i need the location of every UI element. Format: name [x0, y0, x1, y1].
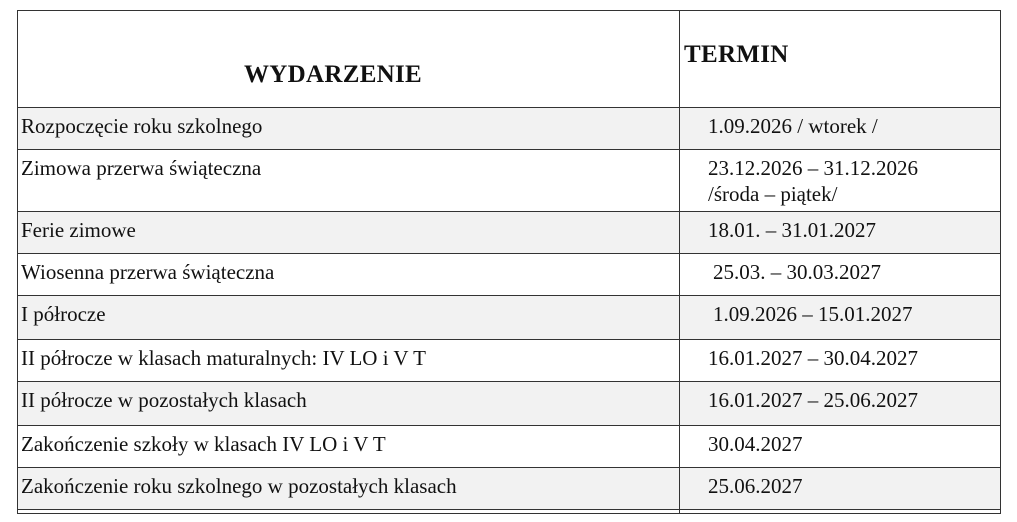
term-cell: [680, 150, 1001, 212]
term-cell: [680, 108, 1001, 150]
header-term-label: TERMIN: [684, 41, 789, 68]
table-row: [18, 254, 1001, 296]
term-cell: [680, 212, 1001, 254]
term-value: 25.03. – 30.03.2027: [713, 260, 881, 284]
school-calendar-table: [17, 10, 1001, 514]
event-cell: Ferie zimowe: [18, 212, 680, 254]
term-value: 1.09.2026 – 15.01.2027: [713, 302, 913, 326]
table-header-row: [18, 11, 1001, 108]
event-cell: I półrocze: [18, 296, 680, 340]
table-row: [18, 150, 1001, 212]
term-value-days: /środa – piątek/: [708, 182, 838, 206]
table-row: [18, 468, 1001, 510]
header-event-cell: [18, 11, 680, 108]
term-cell: [680, 468, 1001, 510]
term-value: 25.06.2027: [708, 474, 803, 498]
term-value: 23.12.2026 – 31.12.2026: [708, 156, 918, 180]
empty-cell: [680, 510, 1001, 514]
header-term-cell: [680, 11, 1001, 108]
header-event-label: WYDARZENIE: [244, 61, 423, 88]
table-row: [18, 296, 1001, 340]
term-value: 16.01.2027 – 25.06.2027: [708, 388, 918, 412]
empty-cell: [18, 510, 680, 514]
term-cell: [680, 382, 1001, 426]
table-row: [18, 212, 1001, 254]
term-value: 18.01. – 31.01.2027: [708, 218, 876, 242]
event-cell: Rozpoczęcie roku szkolnego: [18, 108, 680, 150]
event-cell: Zimowa przerwa świąteczna: [18, 150, 680, 212]
event-cell: Wiosenna przerwa świąteczna: [18, 254, 680, 296]
table-row-empty: [18, 510, 1001, 514]
term-value: 1.09.2026 / wtorek /: [708, 114, 878, 138]
event-cell: Zakończenie roku szkolnego w pozostałych klasach: [18, 468, 680, 510]
table-row: [18, 340, 1001, 382]
event-cell: II półrocze w klasach maturalnych: IV LO i V T: [18, 340, 680, 382]
table-row: [18, 108, 1001, 150]
term-cell: [680, 254, 1001, 296]
term-cell: [680, 340, 1001, 382]
term-cell: [680, 426, 1001, 468]
term-value: 16.01.2027 – 30.04.2027: [708, 346, 918, 370]
term-cell: [680, 296, 1001, 340]
term-value: 30.04.2027: [708, 432, 803, 456]
table-row: [18, 426, 1001, 468]
table-row: [18, 382, 1001, 426]
event-cell: Zakończenie szkoły w klasach IV LO i V T: [18, 426, 680, 468]
event-cell: II półrocze w pozostałych klasach: [18, 382, 680, 426]
